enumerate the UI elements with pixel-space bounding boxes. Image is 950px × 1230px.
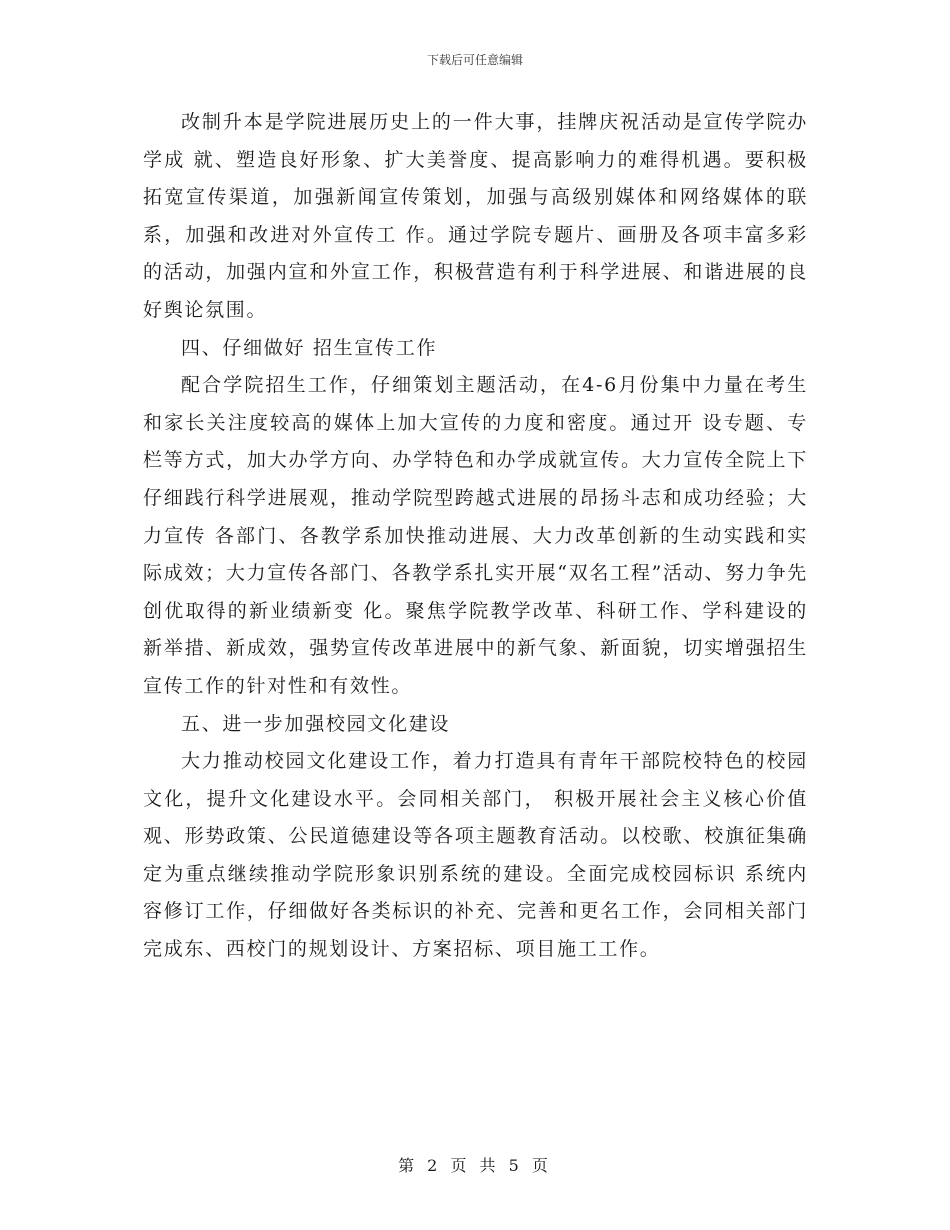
document-body [143,104,808,969]
page-header: 下载后可任意编辑 [426,53,523,67]
page-number-footer: 第 2 页 共 5 页 [398,1156,552,1175]
paragraph-promotion-channels: 改制升本是学院进展历史上的一件大事，挂牌庆祝活动是宣传学院办学成 就、塑造良好形象、扩大美誉度、提高影响力的难得机遇。要积极拓宽宣传渠道，加强新闻宣传策划，加强与高级别媒体和网络媒体的联系，加强和改进对外宣传工 作。通过学院专题片、画册及各项丰富多彩的活动，加强内宣和外宣工作，积极营造有利于科学进展、和谐进展的良好舆论氛围。 [143,111,808,321]
paragraph-admissions-publicity: 配合学院招生工作，仔细策划主题活动，在4-6月份集中力量在考生和家长关注度较高的媒体上加大宣传的力度和密度。通过开 设专题、专栏等方式，加大办学方向、办学特色和办学成就宣传。大力宣传全院上下仔细践行科学进展观，推动学院型跨越式进展的昂扬斗志和成功经验；大力宣传 各部门、各教学系加快推动进展、大力改革创新的生动实践和实际成效；大力宣传各部门、各教学系扎实开展“双名工程”活动、努力争先创优取得的新业绩新变 化。聚焦学院教学改革、科研工作、学科建设的新举措、新成效，强势宣传改革进展中的新气象、新面貌，切实增强招生宣传工作的针对性和有效性。 [143,374,808,697]
paragraph-campus-culture: 大力推动校园文化建设工作，着力打造具有青年干部院校特色的校园文化，提升文化建设水平。会同相关部门， 积极开展社会主义核心价值观、形势政策、公民道德建设等各项主题教育活动。以校歌、校旗征集确定为重点继续推动学院形象识别系统的建设。全面完成校园标识 系统内容修订工作，仔细做好各类标识的补充、完善和更名工作，会同相关部门完成东、西校门的规划设计、方案招标、项目施工工作。 [143,750,808,961]
section-heading-admissions: 四、仔细做好 招生宣传工作 [181,336,438,359]
section-heading-campus-culture: 五、进一步加强校园文化建设 [181,712,451,735]
